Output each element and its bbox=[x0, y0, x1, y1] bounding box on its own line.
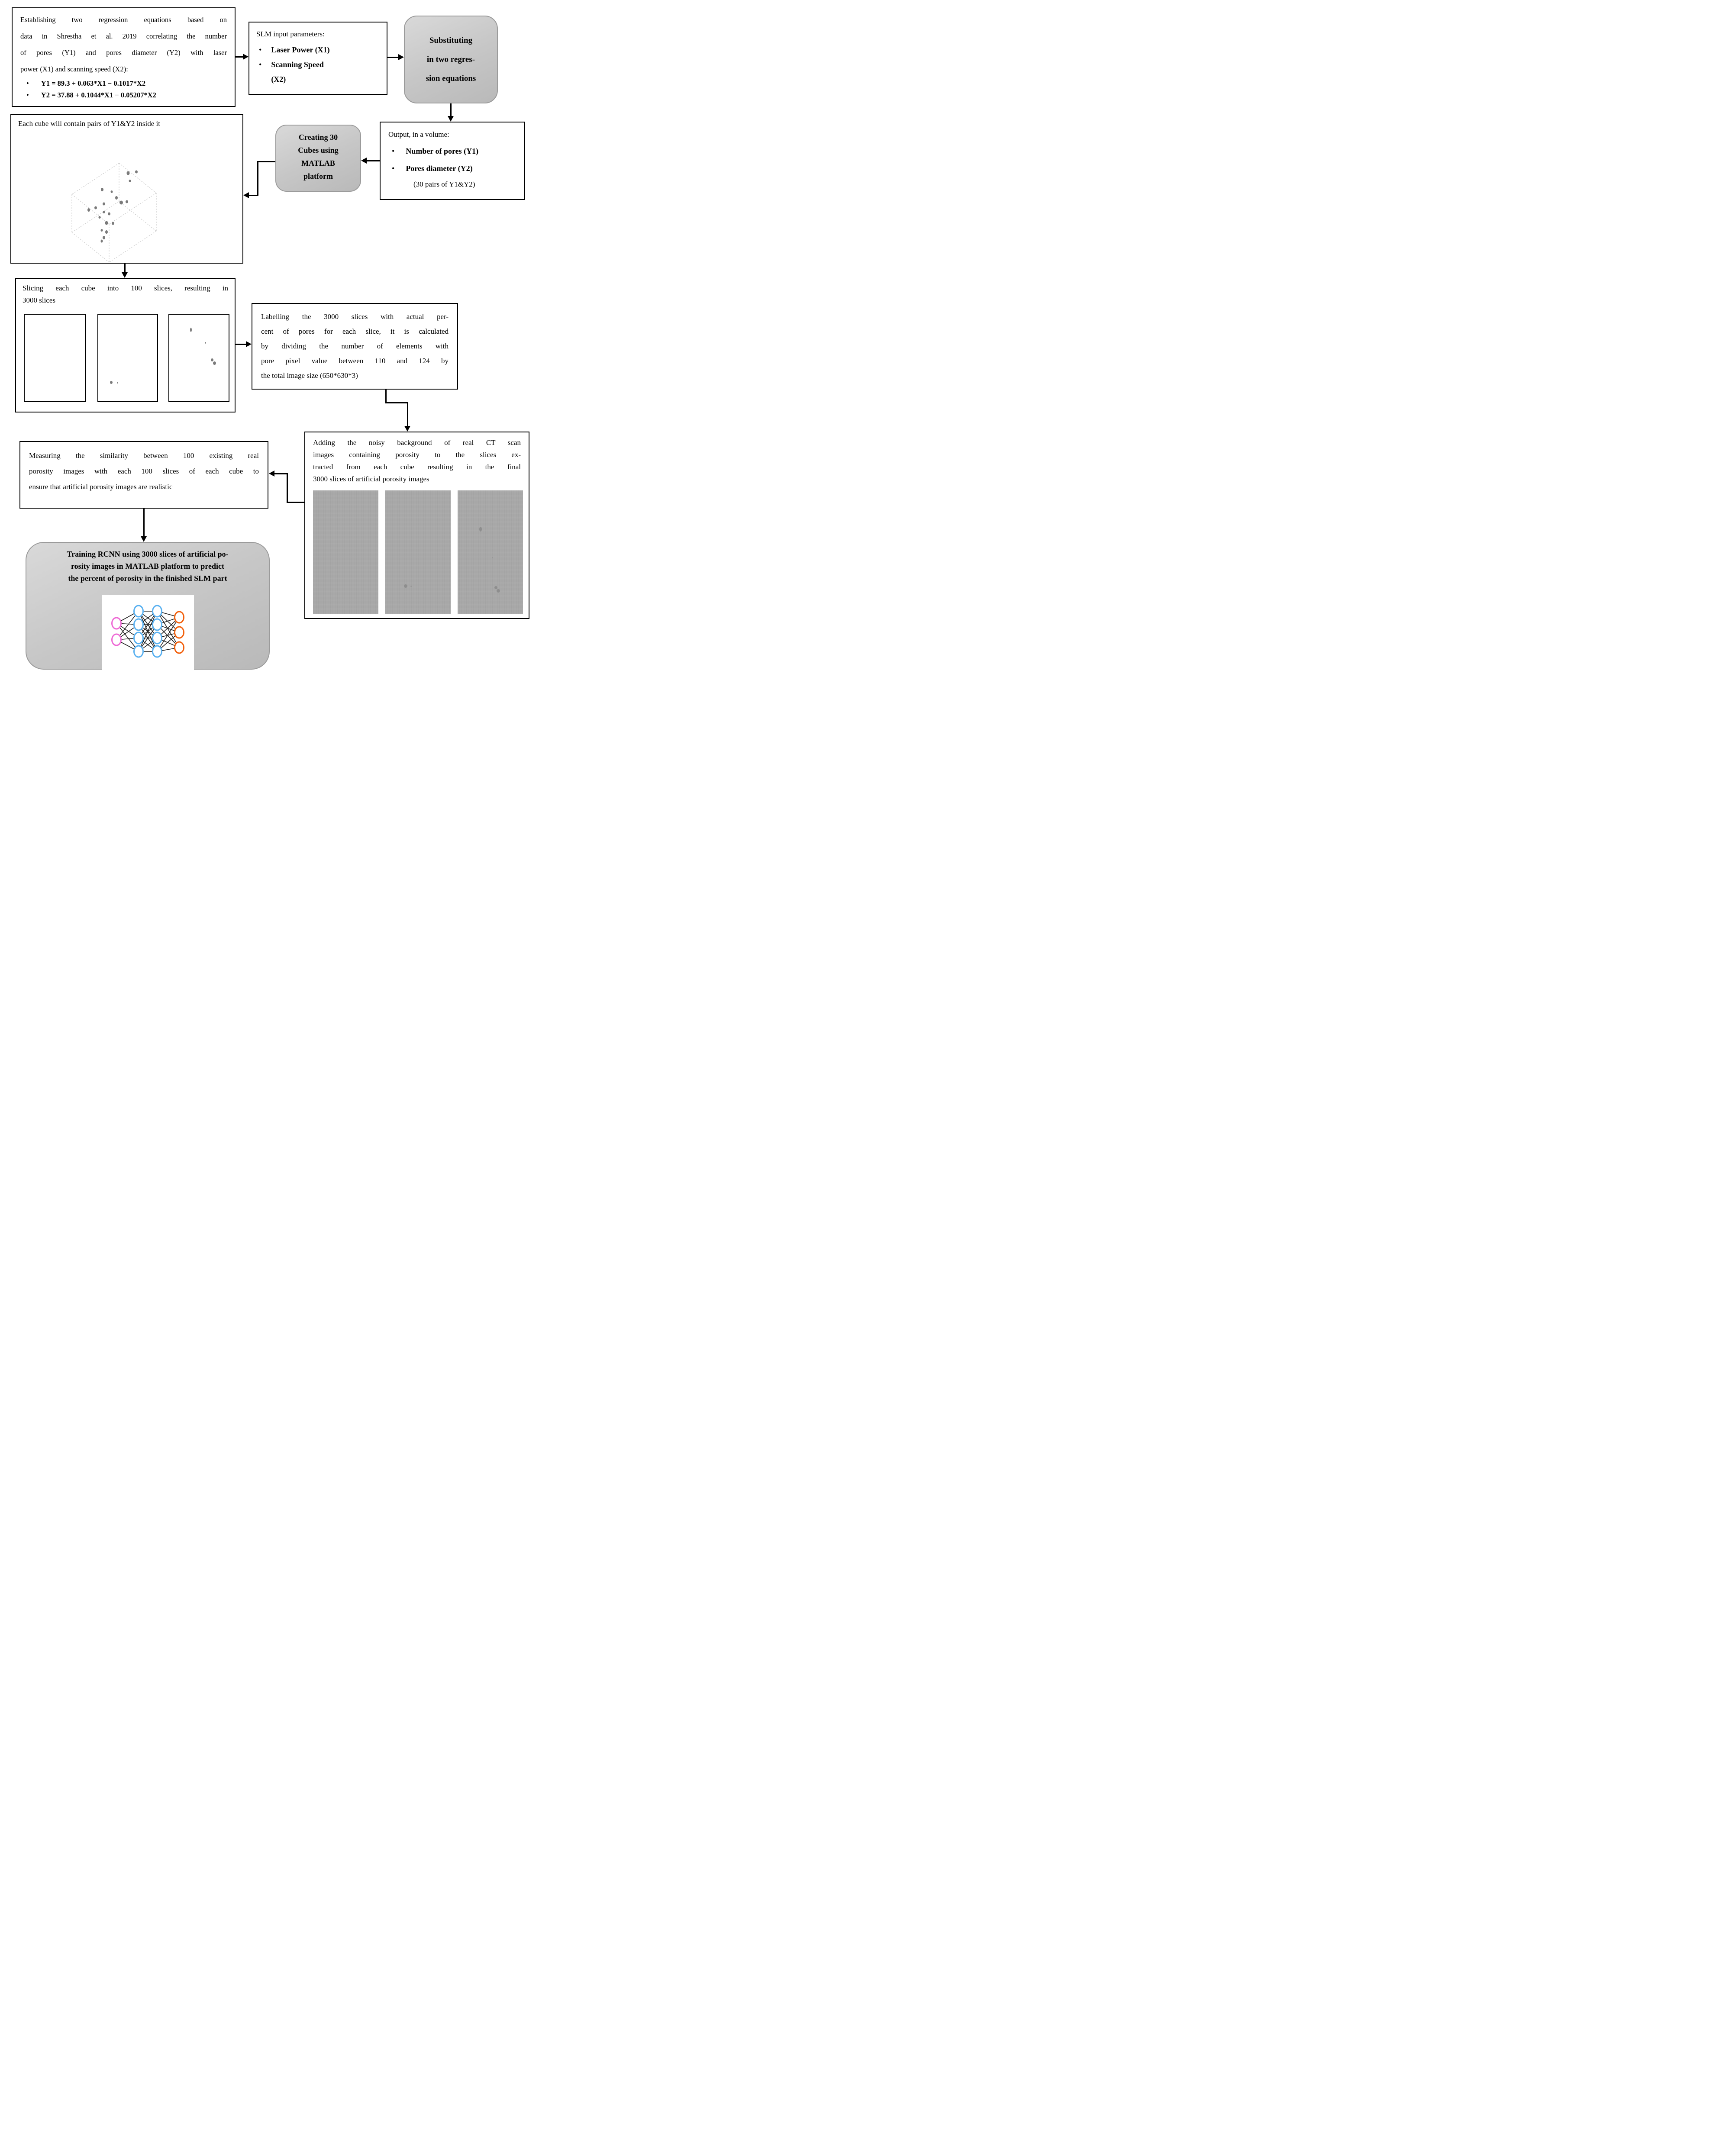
arrowhead-icon bbox=[398, 54, 404, 60]
text-line: 3000 slices of artificial porosity images bbox=[313, 475, 429, 483]
arrow-labelling-to-adding bbox=[385, 390, 387, 403]
output-bullet-pores-diameter: Pores diameter (Y2) bbox=[406, 164, 473, 173]
slm-input-parameters-box bbox=[249, 22, 387, 95]
arrow-creating-to-cube bbox=[257, 161, 258, 196]
regression-equations-box bbox=[12, 7, 236, 107]
text-line: Establishing two regression equations based on bbox=[20, 16, 227, 24]
substituting-box bbox=[404, 16, 498, 103]
ct-scan-noisy-image bbox=[313, 490, 378, 614]
text-line: platform bbox=[303, 172, 333, 180]
text-line: porosity images with each 100 slices of each cube to bbox=[29, 467, 259, 475]
measuring-similarity-box bbox=[19, 441, 268, 509]
arrow-substituting-to-output bbox=[450, 103, 452, 117]
slm-bullet-laser-power: Laser Power (X1) bbox=[271, 45, 330, 54]
arrow-slm-to-substituting bbox=[387, 57, 399, 58]
text-line: the total image size (650*630*3) bbox=[261, 371, 358, 380]
text-line: power (X1) and scanning speed (X2): bbox=[20, 65, 128, 73]
text-line: ensure that artificial porosity images are realistic bbox=[29, 483, 173, 491]
output-title: Output, in a volume: bbox=[388, 130, 449, 139]
text-line: of pores (Y1) and pores diameter (Y2) with laser bbox=[20, 48, 227, 57]
text-line: data in Shrestha et al. 2019 correlating the number bbox=[20, 32, 227, 40]
text-line: Measuring the similarity between 100 existing real bbox=[29, 451, 259, 460]
arrowhead-icon bbox=[122, 272, 128, 278]
labelling-box bbox=[252, 303, 458, 390]
bullet-icon: • bbox=[259, 60, 262, 69]
creating-cubes-box bbox=[275, 125, 361, 192]
slice-image-empty bbox=[24, 314, 86, 402]
output-volume-box bbox=[380, 122, 525, 200]
pore-spot bbox=[492, 557, 493, 558]
training-rcnn-box bbox=[26, 542, 270, 670]
arrowhead-icon bbox=[246, 341, 252, 347]
bullet-icon: • bbox=[259, 45, 262, 54]
text-line: Creating 30 bbox=[298, 133, 338, 142]
cube-pairs-box bbox=[10, 114, 243, 264]
pore-dot bbox=[213, 361, 216, 365]
ct-scan-noisy-image bbox=[458, 490, 523, 614]
bullet-icon: • bbox=[26, 91, 29, 99]
arrow-labelling-to-adding bbox=[407, 402, 408, 427]
arrowhead-icon bbox=[404, 426, 410, 432]
slice-image-with-pores bbox=[168, 314, 229, 402]
pore-spot bbox=[410, 586, 412, 587]
arrow-creating-to-cube bbox=[249, 195, 258, 196]
pore-dot bbox=[110, 381, 113, 384]
cube-pore-dots bbox=[87, 171, 138, 243]
adding-noise-box bbox=[304, 432, 529, 619]
pore-dot bbox=[211, 358, 213, 361]
text-line: Training RCNN using 3000 slices of artificial po- bbox=[67, 550, 229, 558]
text-line: 3000 slices bbox=[23, 296, 56, 304]
arrow-labelling-to-adding bbox=[385, 402, 408, 403]
output-note: (30 pairs of Y1&Y2) bbox=[413, 180, 475, 188]
pore-spot bbox=[494, 586, 497, 589]
output-bullet-number-of-pores: Number of pores (Y1) bbox=[406, 147, 479, 155]
slice-image-with-pores bbox=[97, 314, 158, 402]
arrow-adding-to-measuring bbox=[274, 473, 287, 474]
text-line: pore pixel value between 110 and 124 by bbox=[261, 357, 449, 365]
slicing-box bbox=[15, 278, 236, 413]
pore-spot bbox=[479, 527, 482, 532]
cube-3d-scatter-icon bbox=[11, 115, 242, 262]
arrow-creating-to-cube bbox=[257, 161, 275, 162]
arrowhead-icon bbox=[361, 158, 367, 164]
equation-y2: Y2 = 37.88 + 0.1044*X1 − 0.05207*X2 bbox=[41, 91, 156, 99]
arrowhead-icon bbox=[141, 536, 147, 542]
bullet-icon: • bbox=[392, 164, 395, 173]
neural-network-diagram-icon bbox=[102, 595, 194, 670]
bullet-icon: • bbox=[392, 147, 395, 155]
arrow-cube-to-slicing bbox=[124, 264, 126, 273]
arrow-adding-to-measuring bbox=[287, 502, 304, 503]
text-line: rosity images in MATLAB platform to predict bbox=[71, 562, 224, 570]
text-line: Cubes using bbox=[298, 146, 339, 155]
text-line: images containing porosity to the slices ex- bbox=[313, 451, 521, 459]
arrow-adding-to-measuring bbox=[287, 473, 288, 503]
text-line: in two regres- bbox=[426, 55, 475, 64]
arrow-slicing-to-labelling bbox=[236, 344, 247, 345]
text-line: Substituting bbox=[429, 35, 473, 45]
text-line: the percent of porosity in the finished SLM part bbox=[68, 574, 227, 583]
arrowhead-icon bbox=[448, 116, 454, 122]
text-line: tracted from each cube resulting in the final bbox=[313, 463, 521, 471]
arrowhead-icon bbox=[243, 192, 249, 198]
pore-dot bbox=[190, 328, 192, 332]
pore-spot bbox=[497, 589, 500, 593]
arrowhead-icon bbox=[243, 54, 249, 60]
slm-bullet-scanning-speed: Scanning Speed (X2) bbox=[271, 60, 324, 84]
pore-dot bbox=[117, 382, 118, 384]
ct-scan-noisy-image bbox=[385, 490, 451, 614]
arrow-measuring-to-training bbox=[143, 509, 145, 537]
pore-dot bbox=[205, 342, 206, 344]
text-line: by dividing the number of elements with bbox=[261, 342, 449, 350]
slm-title: SLM input parameters: bbox=[256, 30, 325, 38]
text-line: Adding the noisy background of real CT scan bbox=[313, 438, 521, 447]
cube-title: Each cube will contain pairs of Y1&Y2 inside it bbox=[18, 119, 160, 128]
equation-y1: Y1 = 89.3 + 0.063*X1 − 0.1017*X2 bbox=[41, 79, 146, 87]
text-line: Labelling the 3000 slices with actual per- bbox=[261, 313, 449, 321]
arrow-output-to-creating bbox=[366, 160, 380, 161]
pore-spot bbox=[404, 584, 407, 588]
text-line: Slicing each cube into 100 slices, resulting in bbox=[23, 284, 228, 292]
text-line: MATLAB bbox=[301, 159, 335, 168]
arrowhead-icon bbox=[269, 471, 274, 477]
text-line: cent of pores for each slice, it is calculated bbox=[261, 327, 449, 335]
flowchart-figure bbox=[0, 0, 537, 674]
text-line: sion equations bbox=[426, 74, 476, 83]
bullet-icon: • bbox=[26, 79, 29, 87]
